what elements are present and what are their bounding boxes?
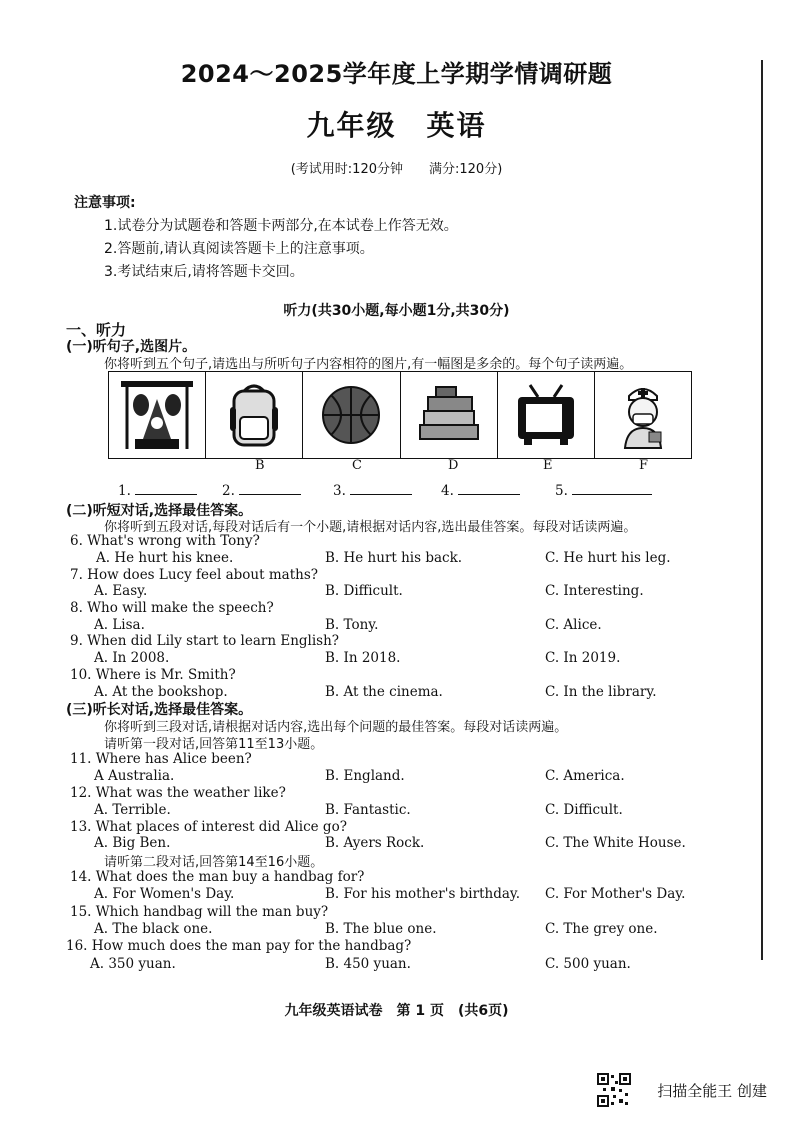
picture-cell: [303, 372, 400, 458]
question-text: 8. Who will make the speech?: [70, 600, 274, 616]
option-c[interactable]: C. In the library.: [545, 684, 657, 700]
option-a[interactable]: A. For Women's Day.: [94, 886, 235, 902]
option-b[interactable]: B. Difficult.: [325, 583, 403, 599]
answer-blank[interactable]: [222, 482, 301, 499]
basketball-icon: [319, 383, 383, 447]
question-text: 6. What's wrong with Tony?: [70, 533, 260, 549]
option-a[interactable]: A. At the bookshop.: [94, 684, 228, 700]
question-text: 15. Which handbag will the man buy?: [70, 904, 329, 920]
question-text: 10. Where is Mr. Smith?: [70, 667, 236, 683]
question-text: 16. How much does the man pay for the handbag?: [66, 938, 412, 954]
option-b[interactable]: B. England.: [325, 768, 405, 784]
note-item: 3.考试结束后,请将答题卡交回。: [104, 264, 304, 280]
section-instruction: 你将听到三段对话,请根据对话内容,选出每个问题的最佳答案。每段对话读两遍。: [104, 720, 568, 735]
section-instruction: 你将听到五个句子,请选出与所听句子内容相符的图片,有一幅图是多余的。每个句子读两遍。: [104, 357, 633, 372]
exam-title: 2024～2025学年度上学期学情调研题: [180, 60, 613, 88]
blank-number: 4.: [441, 483, 454, 499]
notes-heading: 注意事项:: [74, 195, 136, 211]
backpack-icon: [226, 381, 282, 449]
section-heading: (一)听句子,选图片。: [66, 339, 197, 355]
picture-cell: [595, 372, 691, 458]
option-c[interactable]: C. America.: [545, 768, 625, 784]
option-b[interactable]: B. Ayers Rock.: [325, 835, 425, 851]
answer-blank[interactable]: [118, 482, 197, 499]
dialog-instruction: 请听第一段对话,回答第11至13小题。: [104, 737, 324, 752]
picture-label: C: [352, 458, 362, 473]
blank-number: 2.: [222, 483, 235, 499]
picture-table: [108, 371, 692, 459]
page-footer: 九年级英语试卷 第 1 页 (共6页): [284, 1003, 509, 1019]
question-text: 12. What was the weather like?: [70, 785, 286, 801]
option-a[interactable]: A. In 2008.: [94, 650, 170, 666]
option-b[interactable]: B. Tony.: [325, 617, 379, 633]
option-c[interactable]: C. Interesting.: [545, 583, 644, 599]
picture-label: F: [639, 458, 649, 473]
option-a[interactable]: A. He hurt his knee.: [96, 550, 234, 566]
blank-number: 5.: [555, 483, 568, 499]
option-b[interactable]: B. In 2018.: [325, 650, 401, 666]
television-icon: [514, 383, 578, 447]
option-a[interactable]: A Australia.: [94, 768, 175, 784]
blank-number: 1.: [118, 483, 131, 499]
option-b[interactable]: B. 450 yuan.: [325, 956, 411, 972]
qr-code-icon: [597, 1073, 631, 1107]
picture-label: D: [448, 458, 459, 473]
answer-blank[interactable]: [441, 482, 520, 499]
listening-section-title: 听力(共30小题,每小题1分,共30分): [283, 303, 510, 319]
option-b[interactable]: B. Fantastic.: [325, 802, 411, 818]
option-b[interactable]: B. For his mother's birthday.: [325, 886, 521, 902]
section-heading: (三)听长对话,选择最佳答案。: [66, 702, 253, 718]
option-a[interactable]: A. 350 yuan.: [90, 956, 176, 972]
answer-blank[interactable]: [333, 482, 412, 499]
picture-cell: [109, 372, 206, 458]
option-c[interactable]: C. 500 yuan.: [545, 956, 631, 972]
option-a[interactable]: A. Terrible.: [94, 802, 171, 818]
exam-info: (考试用时:120分钟 满分:120分): [290, 162, 503, 177]
picture-label: B: [255, 458, 265, 473]
picture-cell: [401, 372, 498, 458]
lantern-decoration-icon: [117, 379, 197, 451]
margin-line: [761, 60, 763, 960]
question-text: 7. How does Lucy feel about maths?: [70, 567, 318, 583]
picture-cell: [206, 372, 303, 458]
question-text: 13. What places of interest did Alice go?: [70, 819, 347, 835]
answer-blank[interactable]: [555, 482, 652, 499]
picture-cell: [498, 372, 595, 458]
picture-label: E: [543, 458, 553, 473]
note-item: 2.答题前,请认真阅读答题卡上的注意事项。: [104, 241, 374, 257]
option-b[interactable]: B. At the cinema.: [325, 684, 443, 700]
option-c[interactable]: C. In 2019.: [545, 650, 621, 666]
section-heading: (二)听短对话,选择最佳答案。: [66, 503, 253, 519]
scanner-watermark: 扫描全能王 创建: [657, 1082, 767, 1100]
option-c[interactable]: C. The grey one.: [545, 921, 658, 937]
option-b[interactable]: B. The blue one.: [325, 921, 437, 937]
option-c[interactable]: C. The White House.: [545, 835, 686, 851]
option-a[interactable]: A. Easy.: [94, 583, 148, 599]
option-a[interactable]: A. Lisa.: [94, 617, 145, 633]
option-a[interactable]: A. The black one.: [94, 921, 213, 937]
option-c[interactable]: C. He hurt his leg.: [545, 550, 671, 566]
question-text: 14. What does the man buy a handbag for?: [70, 869, 365, 885]
option-c[interactable]: C. Alice.: [545, 617, 602, 633]
exam-subject: 九年级 英语: [306, 109, 487, 142]
books-icon: [414, 385, 484, 445]
blank-number: 3.: [333, 483, 346, 499]
section-instruction: 你将听到五段对话,每段对话后有一个小题,请根据对话内容,选出最佳答案。每段对话读两遍。: [104, 520, 637, 535]
option-a[interactable]: A. Big Ben.: [94, 835, 171, 851]
option-b[interactable]: B. He hurt his back.: [325, 550, 463, 566]
option-c[interactable]: C. Difficult.: [545, 802, 623, 818]
option-c[interactable]: C. For Mother's Day.: [545, 886, 686, 902]
dialog-instruction: 请听第二段对话,回答第14至16小题。: [104, 855, 324, 870]
nurse-icon: [615, 380, 671, 450]
question-text: 11. Where has Alice been?: [70, 751, 252, 767]
question-text: 9. When did Lily start to learn English?: [70, 633, 340, 649]
part-heading: 一、听力: [66, 321, 127, 339]
note-item: 1.试卷分为试题卷和答题卡两部分,在本试卷上作答无效。: [104, 218, 458, 234]
